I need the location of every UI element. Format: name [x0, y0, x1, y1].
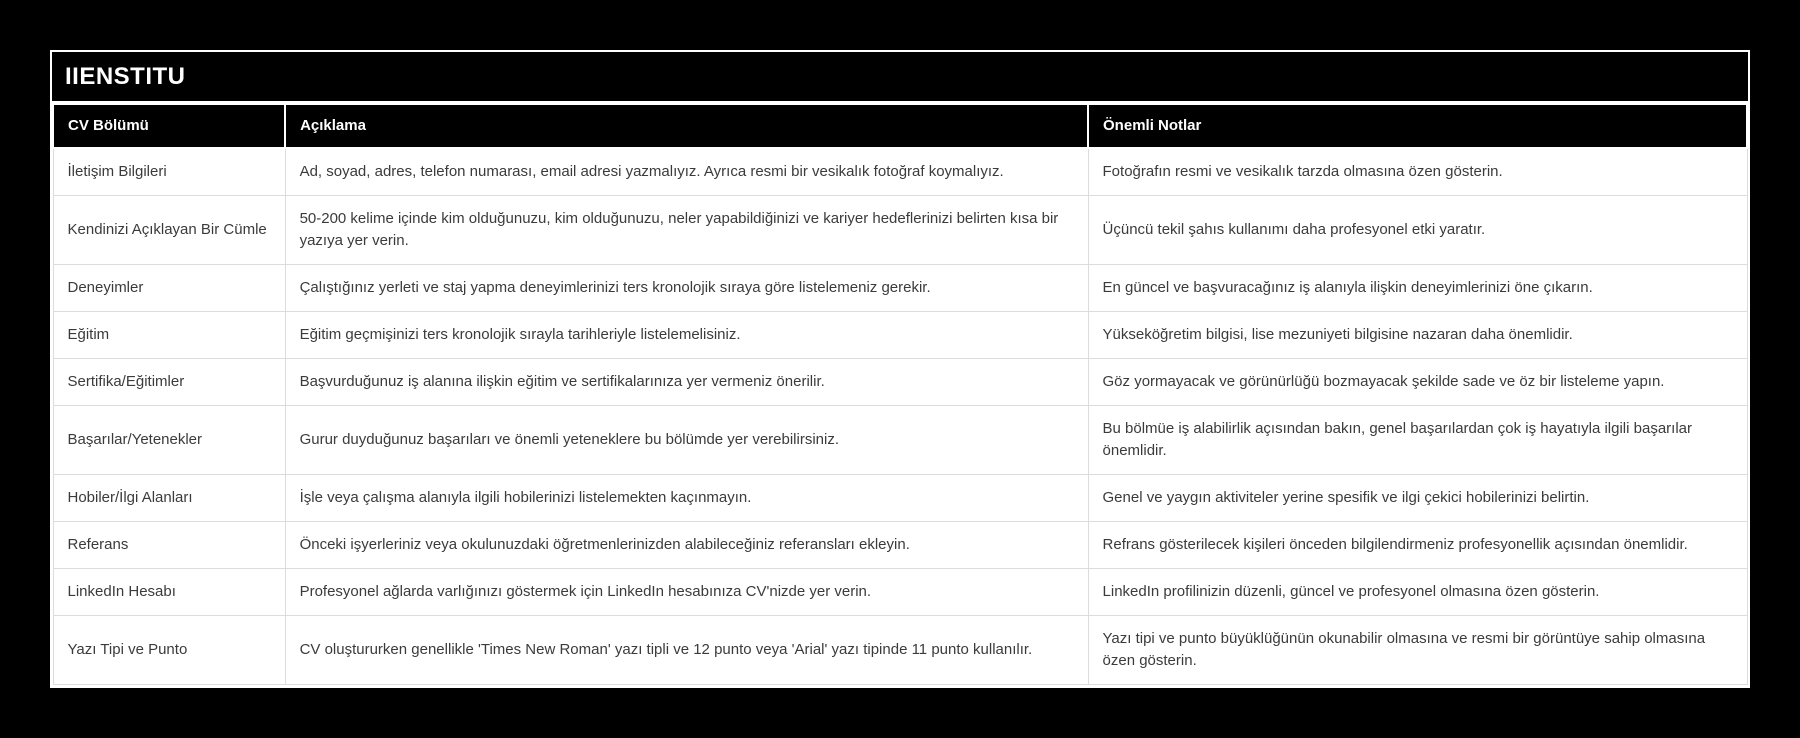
brand-title: IIENSTITU: [65, 62, 186, 90]
row-notes-cell: Üçüncü tekil şahıs kullanımı daha profesyonel etki yaratır.: [1088, 196, 1747, 265]
brand-title-bar: [52, 52, 1748, 101]
table-body: [53, 148, 1747, 685]
row-description-cell: CV oluştururken genellikle 'Times New Roman' yazı tipli ve 12 punto veya 'Arial' yazı tipinde 11 punto kullanılır.: [285, 616, 1088, 685]
row-section-cell: Hobiler/İlgi Alanları: [53, 475, 285, 522]
table-row: [53, 312, 1747, 359]
table-row: [53, 406, 1747, 475]
row-notes-cell: Bu bölmüe iş alabilirlik açısından bakın, genel başarılardan çok iş hayatıyla ilgili başarılar önemlidir.: [1088, 406, 1747, 475]
row-notes-cell: Genel ve yaygın aktiviteler yerine spesifik ve ilgi çekici hobilerinizi belirtin.: [1088, 475, 1747, 522]
row-description-cell: Gurur duyduğunuz başarıları ve önemli yeteneklere bu bölümde yer verebilirsiniz.: [285, 406, 1088, 475]
table-row: [53, 522, 1747, 569]
row-notes-cell: En güncel ve başvuracağınız iş alanıyla ilişkin deneyimlerinizi öne çıkarın.: [1088, 265, 1747, 312]
row-section-cell: Yazı Tipi ve Punto: [53, 616, 285, 685]
column-header-cv-section: CV Bölümü: [53, 104, 285, 148]
row-notes-cell: Fotoğrafın resmi ve vesikalık tarzda olmasına özen gösterin.: [1088, 148, 1747, 196]
column-header-important-notes: Önemli Notlar: [1088, 104, 1747, 148]
row-description-cell: Çalıştığınız yerleti ve staj yapma deneyimlerinizi ters kronolojik sıraya göre listelemeniz gerekir.: [285, 265, 1088, 312]
column-header-description: Açıklama: [285, 104, 1088, 148]
table-row: [53, 569, 1747, 616]
row-section-cell: İletişim Bilgileri: [53, 148, 285, 196]
row-section-cell: Deneyimler: [53, 265, 285, 312]
row-section-cell: Başarılar/Yetenekler: [53, 406, 285, 475]
row-notes-cell: Refrans gösterilecek kişileri önceden bilgilendirmeniz profesyonellik açısından önemlidir.: [1088, 522, 1747, 569]
row-section-cell: LinkedIn Hesabı: [53, 569, 285, 616]
row-description-cell: Önceki işyerleriniz veya okulunuzdaki öğretmenlerinizden alabileceğiniz referansları ekleyin.: [285, 522, 1088, 569]
row-notes-cell: LinkedIn profilinizin düzenli, güncel ve profesyonel olmasına özen gösterin.: [1088, 569, 1747, 616]
table-row: [53, 265, 1747, 312]
row-section-cell: Kendinizi Açıklayan Bir Cümle: [53, 196, 285, 265]
row-notes-cell: Yazı tipi ve punto büyüklüğünün okunabilir olmasına ve resmi bir görüntüye sahip olmasına özen gösterin.: [1088, 616, 1747, 685]
row-section-cell: Eğitim: [53, 312, 285, 359]
table-row: [53, 616, 1747, 685]
row-description-cell: 50-200 kelime içinde kim olduğunuzu, kim olduğunuzu, neler yapabildiğinizi ve kariyer hedeflerinizi belirten kısa bir yazıya yer verin.: [285, 196, 1088, 265]
cv-guide-card: [50, 50, 1750, 688]
row-description-cell: İşle veya çalışma alanıyla ilgili hobilerinizi listelemekten kaçınmayın.: [285, 475, 1088, 522]
row-section-cell: Sertifika/Eğitimler: [53, 359, 285, 406]
row-description-cell: Eğitim geçmişinizi ters kronolojik sırayla tarihleriyle listelemelisiniz.: [285, 312, 1088, 359]
table-row: [53, 196, 1747, 265]
row-notes-cell: Yükseköğretim bilgisi, lise mezuniyeti bilgisine nazaran daha önemlidir.: [1088, 312, 1747, 359]
table-row: [53, 475, 1747, 522]
table-row: [53, 148, 1747, 196]
row-notes-cell: Göz yormayacak ve görünürlüğü bozmayacak şekilde sade ve öz bir listeleme yapın.: [1088, 359, 1747, 406]
row-section-cell: Referans: [53, 522, 285, 569]
table-header-row: [53, 104, 1747, 148]
table-row: [53, 359, 1747, 406]
row-description-cell: Profesyonel ağlarda varlığınızı göstermek için LinkedIn hesabınıza CV'nizde yer verin.: [285, 569, 1088, 616]
row-description-cell: Ad, soyad, adres, telefon numarası, email adresi yazmalıyız. Ayrıca resmi bir vesikalık fotoğraf koymalıyız.: [285, 148, 1088, 196]
row-description-cell: Başvurduğunuz iş alanına ilişkin eğitim ve sertifikalarınıza yer vermeniz önerilir.: [285, 359, 1088, 406]
cv-sections-table: [52, 103, 1748, 685]
